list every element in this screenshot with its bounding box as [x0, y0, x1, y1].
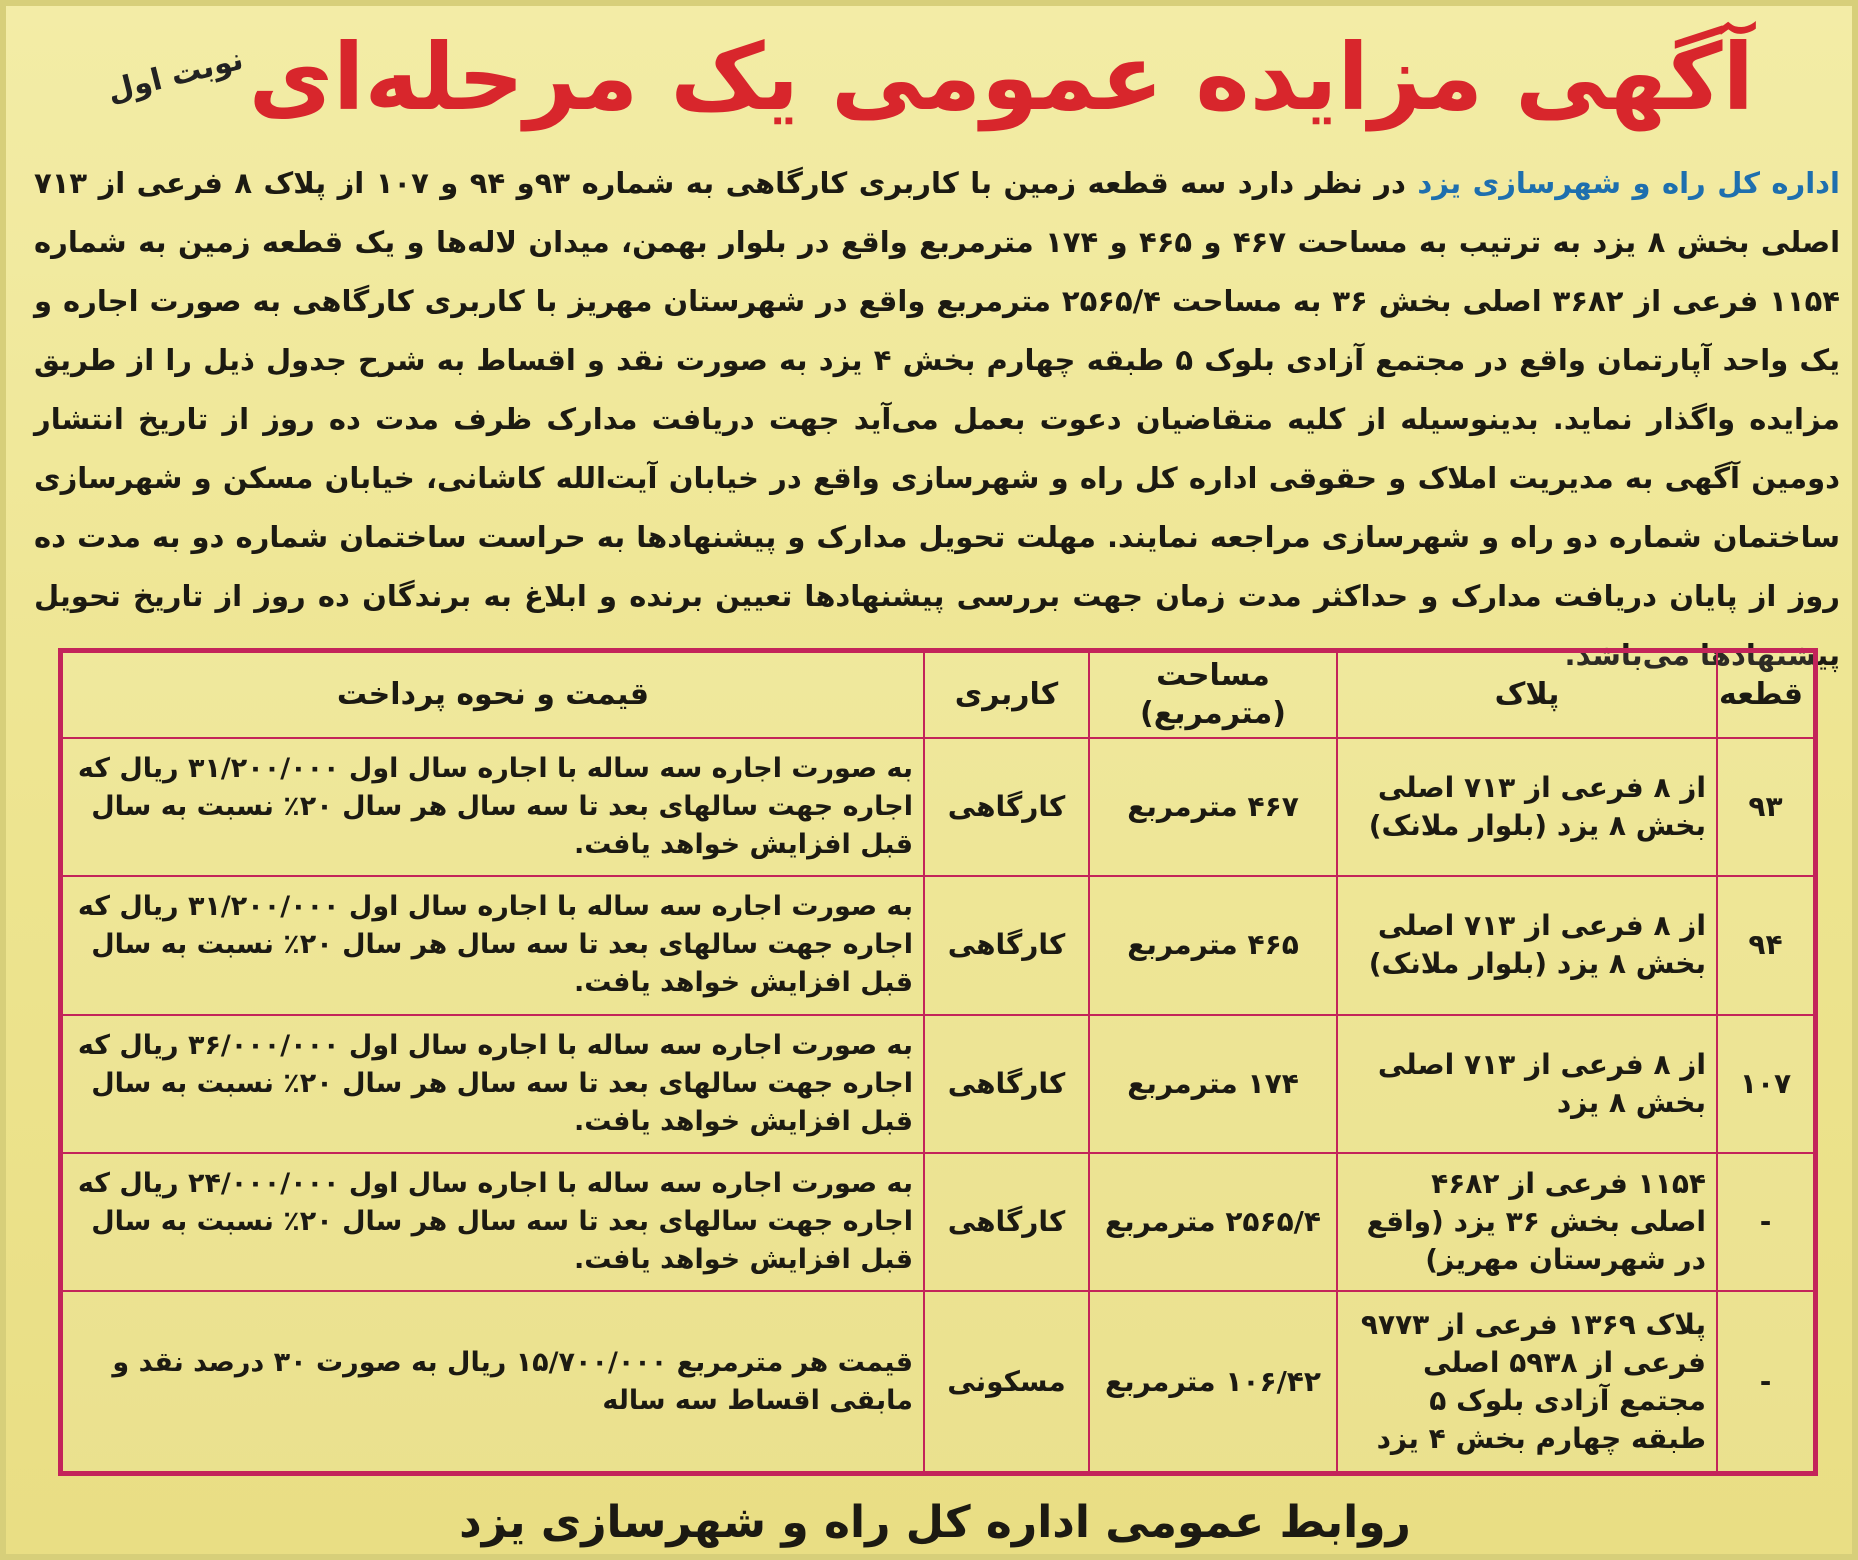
notice-title: آگهی مزایده عمومی یک مرحله‌ای — [248, 24, 1754, 131]
cell-parcel: ۱۰۷ — [1717, 1015, 1814, 1153]
cell-price: به صورت اجاره سه ساله با اجاره سال اول ۳۱/۲۰۰/۰۰۰ ریال که اجاره جهت سالهای بعد تا سه سال هر سال ۲۰٪ نسبت به سال قبل افزایش خواهد یافت. — [62, 876, 924, 1014]
cell-usage: کارگاهی — [924, 738, 1089, 876]
cell-price: به صورت اجاره سه ساله با اجاره سال اول ۳۱/۲۰۰/۰۰۰ ریال که اجاره جهت سالهای بعد تا سه سال هر سال ۲۰٪ نسبت به سال قبل افزایش خواهد یافت. — [62, 738, 924, 876]
cell-parcel: ۹۴ — [1717, 876, 1814, 1014]
table-row — [62, 738, 1814, 876]
cell-price: به صورت اجاره سه ساله با اجاره سال اول ۳۶/۰۰۰/۰۰۰ ریال که اجاره جهت سالهای بعد تا سه سال هر سال ۲۰٪ نسبت به سال قبل افزایش خواهد یافت. — [62, 1015, 924, 1153]
cell-usage: کارگاهی — [924, 1153, 1089, 1291]
header-parcel: قطعه — [1717, 652, 1814, 738]
cell-parcel: - — [1717, 1291, 1814, 1472]
notice-body-text: در نظر دارد سه قطعه زمین با کاربری کارگاهی به شماره ۹۳و ۹۴ و ۱۰۷ از پلاک ۸ فرعی از ۷۱۳ اصلی بخش ۸ یزد به ترتیب به مساحت ۴۶۷ و ۴۶۵ و ۱۷۴ مترمربع واقع در بلوار بهمن، میدان لاله‌ها و یک قطعه زمین به شماره ۱۱۵۴ فرعی از ۳۶۸۲ اصلی بخش ۳۶ به مساحت ۲۵۶۵/۴ مترمربع واقع در شهرستان مهریز با کاربری کارگاهی به صورت اجاره و یک واحد آپارتمان واقع در مجتمع آزادی بلوک ۵ طبقه چهارم بخش ۴ یزد به صورت نقد و اقساط به شرح جدول ذیل را از طریق مزایده واگذار نماید. بدینوسیله از کلیه متقاضیان دعوت بعمل می‌آید جهت دریافت مدارک ظرف مدت ده روز از تاریخ انتشار دومین آگهی به مدیریت املاک و حقوقی اداره کل راه و شهرسازی واقع در خیابان آیت‌الله کاشانی، خیابان مسکن و شهرسازی ساختمان شماره دو راه و شهرسازی مراجعه نمایند. مهلت تحویل مدارک و پیشنهادها به حراست ساختمان شماره دو به مدت ده روز از پایان دریافت مدارک و حداکثر مدت زمان جهت بررسی پیشنهادها تعیین برنده و ابلاغ به برندگان ده روز از تاریخ تحویل پیشنهادها می‌باشد. — [34, 166, 1841, 672]
header-area: مساحت (مترمربع) — [1089, 652, 1337, 738]
header-price: قیمت و نحوه پرداخت — [62, 652, 924, 738]
cell-plot: از ۸ فرعی از ۷۱۳ اصلی بخش ۸ یزد (بلوار ملانک) — [1337, 738, 1717, 876]
cell-price: قیمت هر مترمربع ۱۵/۷۰۰/۰۰۰ ریال به صورت ۳۰ درصد نقد و مابقی اقساط سه ساله — [62, 1291, 924, 1472]
cell-area: ۴۶۷ مترمربع — [1089, 738, 1337, 876]
cell-price: به صورت اجاره سه ساله با اجاره سال اول ۲۴/۰۰۰/۰۰۰ ریال که اجاره جهت سالهای بعد تا سه سال هر سال ۲۰٪ نسبت به سال قبل افزایش خواهد یافت. — [62, 1153, 924, 1291]
cell-parcel: - — [1717, 1153, 1814, 1291]
table-header-row — [62, 652, 1814, 738]
cell-area: ۴۶۵ مترمربع — [1089, 876, 1337, 1014]
cell-plot: از ۸ فرعی از ۷۱۳ اصلی بخش ۸ یزد — [1337, 1015, 1717, 1153]
header-usage: کاربری — [924, 652, 1089, 738]
auction-table-grid — [61, 651, 1815, 1473]
cell-usage: کارگاهی — [924, 1015, 1089, 1153]
table-row — [62, 876, 1814, 1014]
cell-plot: از ۸ فرعی از ۷۱۳ اصلی بخش ۸ یزد (بلوار ملانک) — [1337, 876, 1717, 1014]
table-row — [62, 1015, 1814, 1153]
cell-area: ۱۷۴ مترمربع — [1089, 1015, 1337, 1153]
cell-area: ۱۰۶/۴۲ مترمربع — [1089, 1291, 1337, 1472]
table-row — [62, 1153, 1814, 1291]
notice-body — [34, 154, 1840, 685]
auction-table — [58, 648, 1818, 1476]
cell-parcel: ۹۳ — [1717, 738, 1814, 876]
cell-plot: پلاک ۱۳۶۹ فرعی از ۹۷۷۳ فرعی از ۵۹۳۸ اصلی مجتمع آزادی بلوک ۵ طبقه چهارم بخش ۴ یزد — [1337, 1291, 1717, 1472]
cell-area: ۲۵۶۵/۴ مترمربع — [1089, 1153, 1337, 1291]
public-relations-signature: روابط عمومی اداره کل راه و شهرسازی یزد — [459, 1497, 1411, 1548]
cell-plot: ۱۱۵۴ فرعی از ۴۶۸۲ اصلی بخش ۳۶ یزد (واقع در شهرستان مهریز) — [1337, 1153, 1717, 1291]
cell-usage: مسکونی — [924, 1291, 1089, 1472]
organization-name: اداره کل راه و شهرسازی یزد — [1417, 166, 1840, 200]
header-plot: پلاک — [1337, 652, 1717, 738]
notice-header — [36, 18, 1834, 138]
publication-round: نوبت اول — [103, 41, 247, 110]
cell-usage: کارگاهی — [924, 876, 1089, 1014]
table-row — [62, 1291, 1814, 1472]
